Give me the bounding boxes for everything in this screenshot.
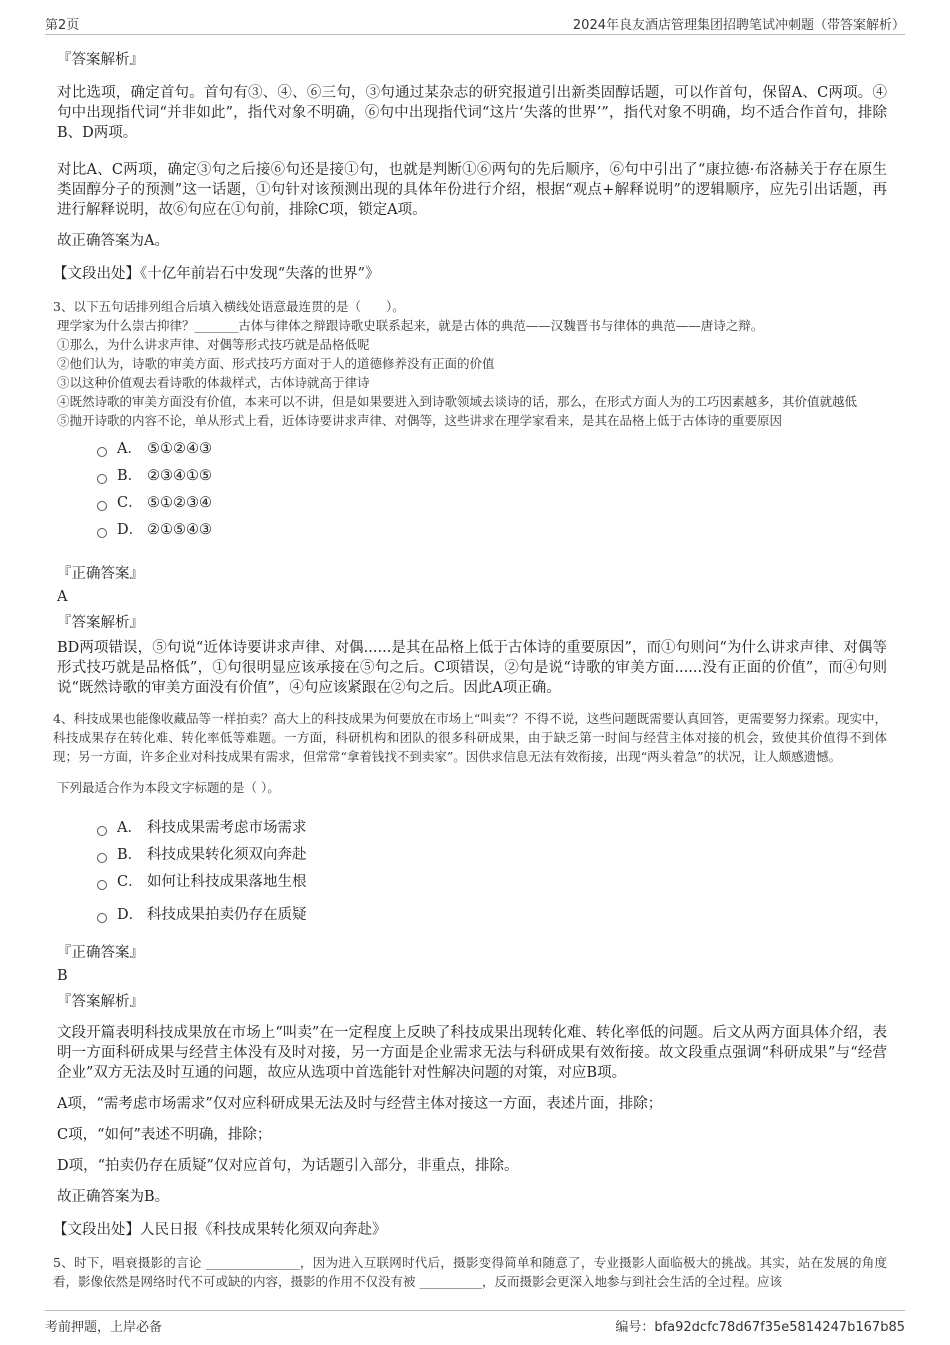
q4-title: 4、科技成果也能像收藏品等一样拍卖？高大上的科技成果为何要放在市场上“叫卖”？不得不说，这些问题既需要认真回答，更需要努力探索。现实中，科技成果存在转化难、转化率低等难题。一方面，科研机构和团队的很多科研成果，由于缺乏第一时间与经营主体对接的机会，致使其价值得不到体现；另一方面，许多企业对科技成果有需求，但常常“拿着钱找不到卖家”。因供求信息无法有效衔接，出现“两头着急”的状况，让人颇感遗憾。 bbox=[53, 711, 887, 764]
q4-correct-label: 『正确答案』 bbox=[57, 945, 144, 961]
q3-option-d[interactable] bbox=[97, 517, 887, 544]
q3-sentence: ③以这种价值观去看诗歌的体裁样式，古体诗就高于律诗 bbox=[57, 375, 370, 390]
radio-icon[interactable] bbox=[97, 501, 107, 511]
q4-analysis-para: C项，“如何”表述不明确，排除； bbox=[57, 1127, 272, 1143]
radio-icon[interactable] bbox=[97, 528, 107, 538]
radio-icon[interactable] bbox=[97, 447, 107, 457]
q3-option-c[interactable] bbox=[97, 490, 887, 517]
q2-conclusion: 故正确答案为A。 bbox=[57, 233, 169, 249]
page-number: 第2页 bbox=[45, 18, 80, 33]
q4-option-c[interactable] bbox=[97, 869, 887, 896]
option-letter: D． bbox=[117, 907, 144, 923]
option-text: ⑤①②④③ bbox=[147, 441, 212, 457]
page-header bbox=[45, 12, 905, 35]
q4-source: 【文段出处】人民日报《科技成果转化须双向奔赴》 bbox=[53, 1222, 387, 1238]
q4-correct-answer: B bbox=[57, 968, 68, 984]
option-letter: A． bbox=[117, 441, 142, 457]
q3-title: 3、以下五句话排列组合后填入横线处语意最连贯的是（ ）。 bbox=[53, 299, 405, 314]
option-letter: D． bbox=[117, 522, 144, 538]
q3-sentence: ⑤抛开诗歌的内容不论，单从形式上看，近体诗要讲求声律、对偶等，这些讲求在理学家看来，是其在品格上低于古体诗的重要原因 bbox=[57, 413, 783, 428]
option-letter: A． bbox=[117, 820, 142, 836]
option-text: 科技成果转化须双向奔赴 bbox=[147, 847, 307, 863]
q4-option-b[interactable] bbox=[97, 842, 887, 869]
page-footer bbox=[45, 1310, 905, 1337]
option-text: 科技成果需考虑市场需求 bbox=[147, 820, 307, 836]
q4-analysis-para: A项，“需考虑市场需求”仅对应科研成果无法及时与经营主体对接这一方面，表述片面，排除； bbox=[57, 1096, 663, 1112]
q4-option-a[interactable] bbox=[97, 815, 887, 842]
q3-analysis: BD两项错误，⑤句说“近体诗要讲求声律、对偶......是其在品格上低于古体诗的重要原因”，而①句则问“为什么讲求声律、对偶等形式技巧就是品格低”，①句很明显应该承接在⑤句之后。C项错误，②句是说“诗歌的审美方面......没有正面的价值”，而④句则说“既然诗歌的审美方面没有价值”，④句应该紧跟在②句之后。因此A项正确。 bbox=[57, 640, 887, 696]
q3-sentence: ④既然诗歌的审美方面没有价值，本来可以不讲，但是如果要进入到诗歌领域去谈诗的话，那么，在形式方面人为的工巧因素越多，其价值就越低 bbox=[57, 394, 858, 409]
q4-analysis-label: 『答案解析』 bbox=[57, 994, 144, 1010]
option-text: 如何让科技成果落地生根 bbox=[147, 874, 307, 890]
document-serial: 编号：bfa92dcfc78d67f35e5814247b167b85 bbox=[615, 1320, 905, 1335]
option-text: ②③④①⑤ bbox=[147, 468, 212, 484]
q2-analysis-label: 『答案解析』 bbox=[57, 52, 144, 68]
q3-correct-label: 『正确答案』 bbox=[57, 566, 144, 582]
document-title: 2024年良友酒店管理集团招聘笔试冲刺题（带答案解析） bbox=[572, 18, 905, 33]
q3-option-a[interactable] bbox=[97, 436, 887, 463]
q5-title: 5、时下，唱衰摄影的言论 _______________，因为进入互联网时代后，摄影变得简单和随意了，专业摄影人面临极大的挑战。其实，站在发展的角度看，影像依然是网络时代不可或缺的内容，摄影的作用不仅没有被 __________，反而摄影会更深入地参与到社会生活的全过程。应该 bbox=[53, 1255, 887, 1289]
q3-stem: 理学家为什么崇古抑律？_______古体与律体之辩跟诗歌史联系起来，就是古体的典范——汉魏晋书与律体的典范——唐诗之辩。 bbox=[57, 318, 764, 333]
radio-icon[interactable] bbox=[97, 853, 107, 863]
q2-analysis-para: 对比A、C两项，确定③句之后接⑥句还是接①句，也就是判断①⑥两句的先后顺序，⑥句中引出了“康拉德·布洛赫关于存在原生类固醇分子的预测”这一话题，①句针对该预测出现的具体年份进行介绍，根据“观点+解释说明”的逻辑顺序，应先引出话题，再进行解释说明，故⑥句应在①句前，排除C项，锁定A项。 bbox=[57, 162, 887, 218]
q3-correct-answer: A bbox=[57, 589, 68, 605]
q4-question: 下列最适合作为本段文字标题的是（ ）。 bbox=[57, 780, 280, 795]
q2-analysis-para: 对比选项，确定首句。首句有③、④、⑥三句，③句通过某杂志的研究报道引出新类固醇话题，可以作首句，保留A、C两项。④句中出现指代词“并非如此”，指代对象不明确，⑥句中出现指代词“这片‘失落的世界’”，指代对象不明确，均不适合作首句，排除B、D两项。 bbox=[57, 85, 887, 141]
q4-analysis-para: D项，“拍卖仍存在质疑”仅对应首句，为话题引入部分，非重点，排除。 bbox=[57, 1158, 519, 1174]
footer-slogan: 考前押题，上岸必备 bbox=[45, 1320, 163, 1335]
option-letter: B． bbox=[117, 468, 143, 484]
q4-conclusion: 故正确答案为B。 bbox=[57, 1189, 170, 1205]
q3-option-b[interactable] bbox=[97, 463, 887, 490]
option-letter: C． bbox=[117, 874, 143, 890]
q4-analysis-para: 文段开篇表明科技成果放在市场上“叫卖”在一定程度上反映了科技成果出现转化难、转化率低的问题。后文从两方面具体介绍，表明一方面科研成果与经营主体没有及时对接，另一方面是企业需求无法与科研成果有效衔接。故文段重点强调“科研成果”与“经营企业”双方无法及时互通的问题，故应从选项中首选能针对性解决问题的对策，对应B项。 bbox=[57, 1025, 887, 1081]
radio-icon[interactable] bbox=[97, 913, 107, 923]
q3-analysis-label: 『答案解析』 bbox=[57, 615, 144, 631]
radio-icon[interactable] bbox=[97, 826, 107, 836]
q3-sentence: ①那么，为什么讲求声律、对偶等形式技巧就是品格低呢 bbox=[57, 337, 370, 352]
option-text: 科技成果拍卖仍存在质疑 bbox=[147, 907, 307, 923]
q3-options bbox=[97, 436, 887, 544]
radio-icon[interactable] bbox=[97, 880, 107, 890]
radio-icon[interactable] bbox=[97, 474, 107, 484]
option-letter: C． bbox=[117, 495, 143, 511]
option-text: ⑤①②③④ bbox=[147, 495, 212, 511]
q4-option-d[interactable] bbox=[97, 902, 887, 929]
q4-options bbox=[97, 815, 887, 929]
page-content bbox=[53, 44, 887, 1291]
option-text: ②①⑤④③ bbox=[147, 522, 212, 538]
option-letter: B． bbox=[117, 847, 143, 863]
q2-source: 【文段出处】《十亿年前岩石中发现“失落的世界”》 bbox=[53, 266, 380, 282]
q3-sentence: ②他们认为，诗歌的审美方面、形式技巧方面对于人的道德修养没有正面的价值 bbox=[57, 356, 495, 371]
